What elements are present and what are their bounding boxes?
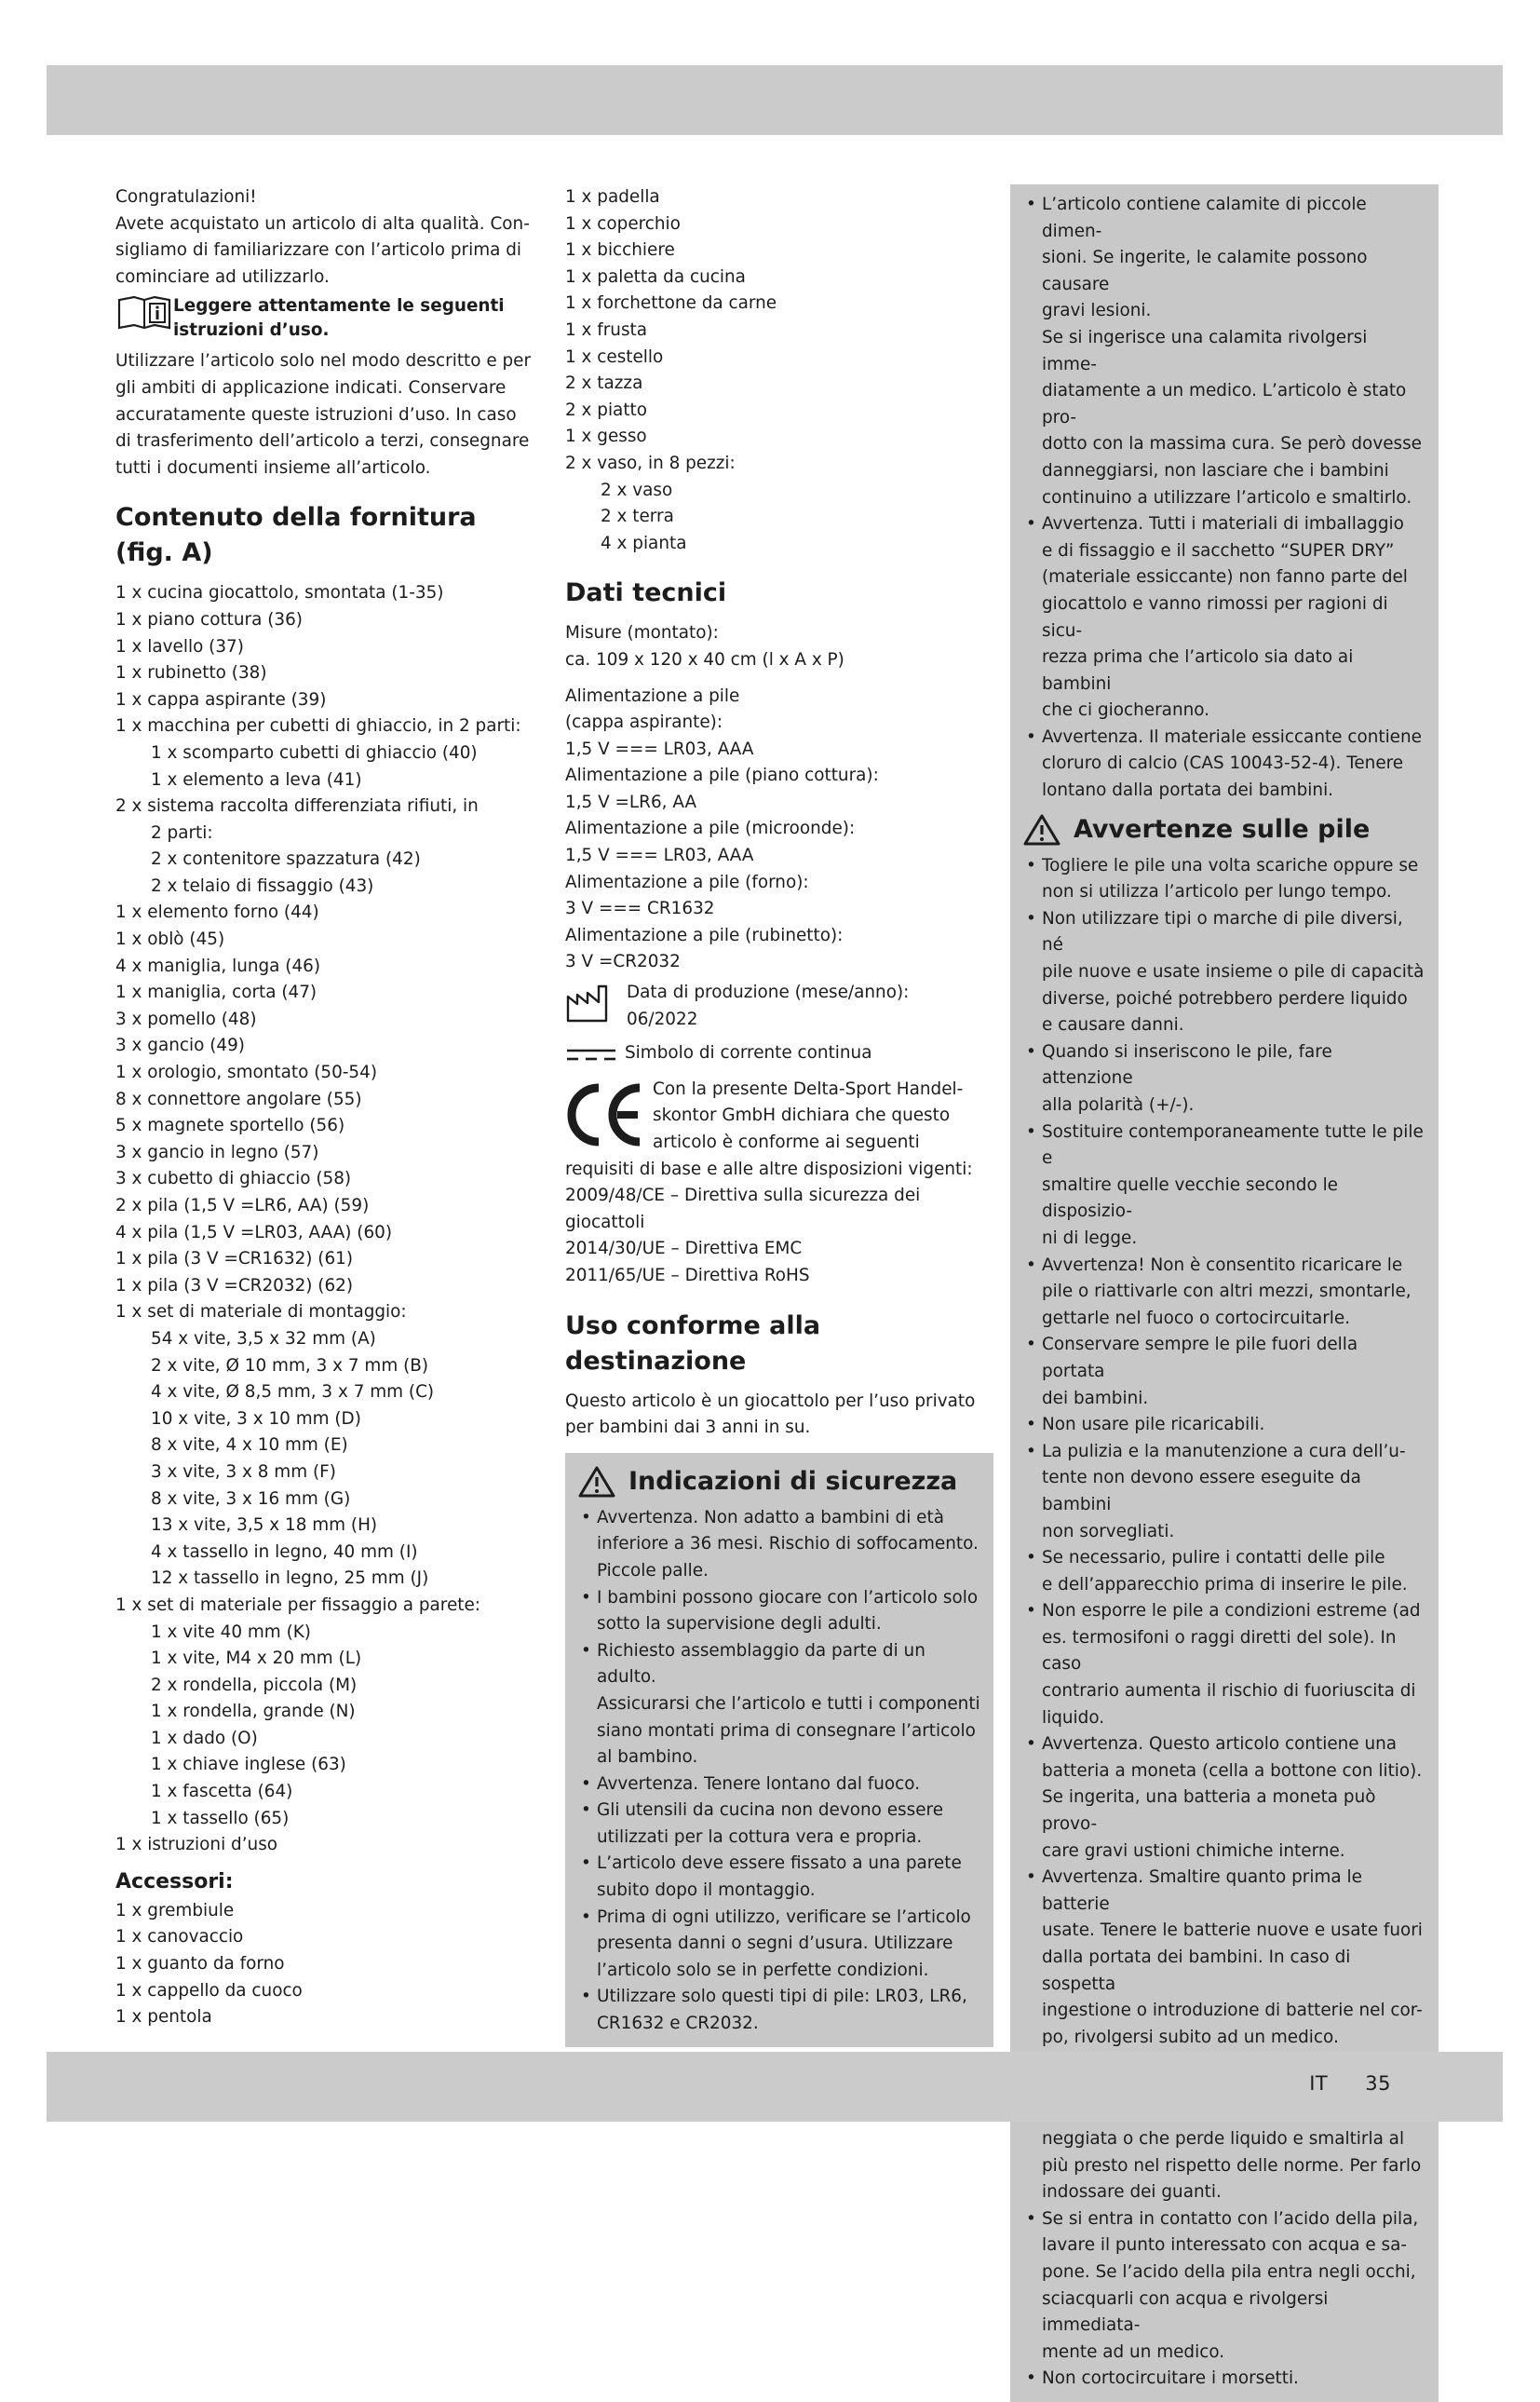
bullet-line: • Sostituire contemporaneamente tutte le pile e (1042, 1121, 1424, 1169)
list-item: 1 x oblò (45) (115, 930, 225, 950)
bullet-line: contrario aumenta il rischio di fuoriuscita di (1042, 1681, 1416, 1702)
bullet-line: • Se necessario, pulire i contatti delle pile (1042, 1548, 1385, 1568)
bullet-line: pone. Se l’acido della pila entra negli occhi, (1042, 2261, 1416, 2282)
footer-page: 35 (1365, 2072, 1391, 2095)
contents-heading (115, 500, 534, 571)
bullet-line: • Gli utensili da cucina non devono essere (597, 1800, 944, 1821)
footer-band (47, 2052, 1503, 2122)
instructions-note (115, 294, 534, 343)
text-line: 3 V =CR2032 (565, 952, 681, 972)
list-item: 1 x rondella, grande (N) (151, 1702, 356, 1722)
list-item: 1 x guanto da forno (115, 1954, 285, 1975)
list-item: 1 x elemento a leva (41) (151, 769, 362, 790)
instructions-note-text (173, 294, 505, 343)
list-item: 2 x terra (601, 507, 674, 527)
list-item: 1 x cucina giocattolo, smontata (1-35) (115, 583, 444, 604)
bullet-item (1023, 1545, 1425, 1598)
bullet-line: CR1632 e CR2032. (597, 2014, 759, 2034)
bullet-line: ingestione o introduzione di batterie nel cor- (1042, 2001, 1423, 2021)
bullet-line: • Quando si inseriscono le pile, fare attenzione (1042, 1041, 1332, 1089)
dc-symbol-text: Simbolo di corrente continua (625, 1043, 872, 1064)
list-item: 1 x pentola (115, 2007, 212, 2028)
bullet-line: lontano dalla portata dei bambini. (1042, 780, 1334, 801)
list-item: 4 x pila (1,5 V =LR03, AAA) (60) (115, 1222, 393, 1242)
bullet-line: • neggiata o che perde liquido e smaltirla al (1042, 2128, 1405, 2149)
battery-supply-list (565, 684, 993, 977)
bullet-line: che ci giocheranno. (1042, 700, 1210, 721)
text-line: 3 V === CR1632 (565, 899, 715, 919)
list-item: 2 x pila (1,5 V =LR6, AA) (59) (115, 1196, 370, 1215)
bullet-item (1023, 511, 1425, 725)
text-line: requisiti di base e alle altre disposizioni vigenti: (565, 1159, 973, 1179)
bullet-line: gravi lesioni. (1042, 301, 1152, 321)
list-item: 3 x gancio in legno (57) (115, 1142, 319, 1162)
text-line: ca. 109 x 120 x 40 cm (l x A x P) (565, 649, 844, 670)
bullet-item (578, 1585, 980, 1638)
ce-mark-icon (565, 1080, 645, 1149)
bullet-line: smaltire quelle vecchie secondo le disposizio- (1042, 1174, 1338, 1222)
text-line: Avete acquistato un articolo di alta qualità. Con- (115, 213, 530, 234)
heading-line: destinazione (565, 1346, 747, 1376)
bullet-line: alla polarità (+/-). (1042, 1095, 1195, 1115)
bullet-item (578, 1505, 980, 1585)
production-date (565, 980, 993, 1033)
ce-declaration-text (653, 1077, 963, 1157)
bullet-line: • Avvertenza. Non adatto a bambini di età (597, 1507, 944, 1527)
list-item: 4 x vite, Ø 8,5 mm, 3 x 7 mm (C) (151, 1382, 435, 1403)
bullet-line: ni di legge. (1042, 1228, 1138, 1248)
bullet-line: po, rivolgersi subito ad un medico. (1042, 2027, 1339, 2047)
safety-list-continued (1023, 192, 1425, 805)
text-line: istruzioni d’uso. (173, 320, 330, 341)
list-item: 1 x chiave inglese (63) (151, 1755, 346, 1775)
list-item: 1 x vite, M4 x 20 mm (L) (151, 1649, 362, 1669)
bullet-line: lavare il punto interessato con acqua e sa- (1042, 2235, 1408, 2256)
bullet-line: Assicurarsi che l’articolo e tutti i componenti (597, 1693, 980, 1714)
list-item: 13 x vite, 3,5 x 18 mm (H) (151, 1515, 378, 1536)
text-line: per bambini dai 3 anni in su. (565, 1418, 811, 1438)
bullet-line: siano montati prima di consegnare l’articolo (597, 1720, 976, 1741)
battery-warnings-list (1023, 853, 1425, 2052)
bullet-line: (materiale essiccante) non fanno parte del (1042, 567, 1408, 588)
list-item: 1 x set di materiale di montaggio: (115, 1302, 407, 1323)
list-item: 1 x cappa aspirante (39) (115, 689, 327, 710)
bullet-line: giocattolo e vanno rimossi per ragioni di sicu- (1042, 593, 1388, 641)
text-line: tutti i documenti insieme all’articolo. (115, 457, 431, 478)
list-item: 1 x tassello (65) (151, 1808, 290, 1828)
bullet-line: • L’articolo deve essere fissato a una parete (597, 1853, 962, 1874)
bullet-item (1023, 1598, 1425, 1731)
bullet-item (1023, 1731, 1425, 1865)
list-item: 1 x orologio, smontato (50-54) (115, 1063, 378, 1083)
bullet-line: • Utilizzare solo questi tipi di pile: LR03, LR6, (597, 1987, 967, 2007)
text-line: 2014/30/UE – Direttiva EMC (565, 1239, 803, 1259)
bullet-line: tente non devono essere eseguite da bambini (1042, 1468, 1361, 1514)
danger-list (1023, 2099, 1425, 2393)
list-item: 4 x tassello in legno, 40 mm (I) (151, 1541, 418, 1562)
bullet-line: presenta danni o segni d’usura. Utilizzare (597, 1934, 953, 1954)
text-line: 1,5 V === LR03, AAA (565, 846, 754, 866)
bullet-line: • Conservare sempre le pile fuori della portata (1042, 1335, 1358, 1381)
factory-icon (565, 984, 614, 1023)
bullet-line: • Avvertenza. Il materiale essiccante contiene (1042, 726, 1422, 747)
text-line: articolo è conforme ai seguenti (653, 1133, 920, 1152)
bullet-item (1023, 1120, 1425, 1253)
bullet-item (1023, 725, 1425, 805)
bullet-line: • Non utilizzare tipi o marche di pile diversi, né (1042, 908, 1403, 956)
bullet-line: dalla portata dei bambini. In caso di sospetta (1042, 1947, 1351, 1994)
bullet-line: subito dopo il montaggio. (597, 1880, 816, 1901)
text-line: Congratulazioni! (115, 187, 257, 207)
list-item: 1 x cappello da cuoco (115, 1980, 303, 2001)
heading-line: Contenuto della fornitura (115, 503, 477, 533)
footer-language: IT (1309, 2072, 1329, 2095)
bullet-line: rezza prima che l’articolo sia dato ai bambini (1042, 647, 1354, 694)
bullet-line: inferiore a 36 mesi. Rischio di soffocamento. (597, 1534, 979, 1554)
bullet-item (1023, 1865, 1425, 2051)
text-line: Data di produzione (mese/anno): (627, 983, 910, 1003)
list-item: 3 x pomello (48) (115, 1009, 257, 1029)
text-line: 1,5 V === LR03, AAA (565, 739, 754, 759)
text-line: 2009/48/CE – Direttiva sulla sicurezza dei (565, 1186, 921, 1206)
accessories-list (115, 1898, 534, 2031)
list-item: 1 x rubinetto (38) (115, 663, 267, 684)
text-line: accuratamente queste istruzioni d’uso. In caso (115, 404, 517, 425)
list-item: 1 x coperchio (565, 213, 681, 234)
list-item: 2 x telaio di fissaggio (43) (151, 875, 374, 896)
list-item: 1 x gesso (565, 427, 647, 447)
bullet-line: • Non cortocircuitare i morsetti. (1042, 2368, 1299, 2389)
bullet-line: • Avvertenza. Smaltire quanto prima le batterie (1042, 1867, 1362, 1914)
list-item: 5 x magnete sportello (56) (115, 1116, 345, 1136)
bullet-item (578, 1984, 980, 2037)
bullet-line: pile o riattivarle con altri mezzi, smontarle, (1042, 1282, 1412, 1302)
list-item: 2 parti: (151, 822, 213, 843)
bullet-item (578, 1905, 980, 1985)
bullet-line: • Avvertenza! Non è consentito ricaricare le (1042, 1255, 1403, 1275)
bullet-line: non sorvegliati. (1042, 1521, 1175, 1541)
safety-heading: Indicazioni di sicurezza (628, 1466, 958, 1496)
list-item: 1 x vite 40 mm (K) (151, 1622, 311, 1642)
bullet-line: • I bambini possono giocare con l’articolo solo (597, 1587, 979, 1608)
accessories-heading: Accessori: (115, 1869, 234, 1893)
text-line: gli ambiti di applicazione indicati. Conservare (115, 377, 507, 398)
bullet-line: Piccole palle. (597, 1560, 709, 1581)
accessories-list-continued (565, 184, 993, 557)
text-line: 06/2022 (627, 1009, 698, 1029)
text-line: 2011/65/UE – Direttiva RoHS (565, 1265, 810, 1285)
dc-symbol-row (565, 1040, 993, 1067)
text-line: Alimentazione a pile (piano cottura): (565, 766, 879, 786)
list-item: 1 x set di materiale per fissaggio a parete: (115, 1595, 480, 1615)
bullet-item (1023, 2366, 1425, 2393)
list-item: 2 x vite, Ø 10 mm, 3 x 7 mm (B) (151, 1355, 429, 1376)
bullet-line: diatamente a un medico. L’articolo è stato pro- (1042, 381, 1407, 427)
battery-heading-row (1023, 812, 1425, 848)
list-item: 1 x bicchiere (565, 240, 675, 261)
text-line: skontor GmbH dichiara che questo (653, 1106, 951, 1126)
list-item: 3 x gancio (49) (115, 1036, 245, 1056)
list-item: 1 x scomparto cubetti di ghiaccio (40) (151, 742, 478, 763)
list-item: 2 x rondella, piccola (M) (151, 1675, 358, 1695)
heading-line: Uso conforme alla (565, 1310, 821, 1340)
text-line: Questo articolo è un giocattolo per l’uso privato (565, 1391, 976, 1411)
text-line: Utilizzare l’articolo solo nel modo descritto e per (115, 351, 532, 372)
bullet-line: mente ad un medico. (1042, 2341, 1225, 2362)
list-item: 1 x elemento forno (44) (115, 902, 319, 923)
ce-directives (565, 1157, 993, 1290)
intro-text (115, 184, 534, 291)
tech-heading: Dati tecnici (565, 578, 727, 608)
bullet-line: dotto con la massima cura. Se però dovesse (1042, 434, 1422, 455)
list-item: 8 x vite, 4 x 10 mm (E) (151, 1435, 348, 1456)
bullet-line: gettarle nel fuoco o cortocircuitarle. (1042, 1308, 1351, 1328)
bullet-item (578, 1771, 980, 1798)
list-item: 1 x forchettone da carne (565, 293, 777, 314)
list-item: 2 x contenitore spazzatura (42) (151, 849, 421, 870)
bullet-line: al bambino. (597, 1747, 698, 1768)
heading-line: (fig. A) (115, 538, 213, 568)
battery-heading: Avvertenze sulle pile (1074, 814, 1371, 844)
bullet-item (578, 1798, 980, 1851)
list-item: 1 x macchina per cubetti di ghiaccio, in 2 parti: (115, 716, 521, 737)
bullet-line: care gravi ustioni chimiche interne. (1042, 1840, 1345, 1861)
list-item: 10 x vite, 3 x 10 mm (D) (151, 1408, 361, 1429)
list-item: 1 x grembiule (115, 1900, 235, 1920)
bullet-line: • Se si entra in contatto con l’acido della pila, (1042, 2208, 1419, 2229)
bullet-item (578, 1638, 980, 1771)
bullet-line: utilizzati per la cottura vera e propria. (597, 1826, 923, 1847)
bullet-line: • Prima di ogni utilizzo, verificare se l’articolo (597, 1907, 971, 1927)
bullet-line: e dell’apparecchio prima di inserire le pile. (1042, 1574, 1408, 1595)
bullet-item (1023, 1412, 1425, 1439)
bullet-line: e di fissaggio e il sacchetto “SUPER DRY” (1042, 540, 1395, 561)
bullet-line: sciacquarli con acqua e rivolgersi immediata- (1042, 2288, 1329, 2336)
intended-use-heading (565, 1309, 993, 1379)
bullet-line: • La pulizia e la manutenzione a cura dell’u- (1042, 1441, 1406, 1461)
list-item: 1 x cestello (565, 346, 664, 367)
list-item: 1 x pila (3 V =CR1632) (61) (115, 1249, 354, 1269)
text-line: Alimentazione a pile (565, 685, 740, 706)
bullet-line: indossare dei guanti. (1042, 2182, 1222, 2203)
bullet-line: non si utilizza l’articolo per lungo tempo. (1042, 882, 1392, 902)
direct-current-icon (565, 1045, 617, 1064)
list-item: 4 x maniglia, lunga (46) (115, 956, 321, 976)
list-item: 1 x paletta da cucina (565, 266, 746, 287)
bullet-line: • Richiesto assemblaggio da parte di un adulto. (597, 1640, 925, 1688)
bullet-line: cloruro di calcio (CAS 10043-52-4). Tenere (1042, 753, 1404, 774)
text-line: 1,5 V =LR6, AA (565, 792, 697, 812)
text-line: cominciare ad utilizzarlo. (115, 266, 330, 287)
list-item: 1 x istruzioni d’uso (115, 1835, 278, 1855)
bullet-line: più presto nel rispetto delle norme. Per farlo (1042, 2155, 1422, 2176)
bullet-item (1023, 1332, 1425, 1412)
list-item: 54 x vite, 3,5 x 32 mm (A) (151, 1328, 376, 1349)
list-item: 1 x piano cottura (36) (115, 609, 303, 630)
list-item: 8 x connettore angolare (55) (115, 1089, 362, 1109)
bullet-line: sioni. Se ingerite, le calamite possono causare (1042, 248, 1368, 294)
warning-triangle-icon (578, 1465, 615, 1499)
intended-use-text (565, 1389, 993, 1442)
list-item: 1 x dado (O) (151, 1728, 258, 1748)
warning-triangle-icon (1023, 813, 1060, 847)
safety-heading-row (578, 1464, 980, 1500)
text-line: giocattoli (565, 1212, 645, 1232)
bullet-line: liquido. (1042, 1707, 1105, 1728)
list-item: 2 x piatto (565, 400, 648, 420)
bullet-item (1023, 853, 1425, 906)
bullet-line: Se ingerita, una batteria a moneta può provo- (1042, 1787, 1376, 1835)
safety-list (578, 1505, 980, 2038)
list-item: 2 x vaso (601, 480, 673, 500)
bullet-line: Se si ingerisce una calamita rivolgersi imme- (1042, 327, 1368, 374)
bullet-line: dei bambini. (1042, 1388, 1149, 1408)
list-item: 3 x cubetto di ghiaccio (58) (115, 1169, 352, 1189)
list-item: 12 x tassello in legno, 25 mm (J) (151, 1568, 429, 1589)
list-item: 1 x pila (3 V =CR2032) (62) (115, 1275, 354, 1296)
text-line: Alimentazione a pile (microonde): (565, 819, 856, 839)
page-number (1309, 2072, 1391, 2095)
text-line: Alimentazione a pile (forno): (565, 872, 809, 892)
bullet-line: • L’articolo contiene calamite di piccole dimen- (1042, 195, 1367, 241)
list-item: 1 x maniglia, corta (47) (115, 983, 317, 1003)
list-item: 1 x frusta (565, 319, 648, 340)
bullet-item (1023, 1039, 1425, 1120)
list-item: 2 x tazza (565, 373, 643, 394)
bullet-item (578, 1851, 980, 1904)
bullet-item (1023, 1439, 1425, 1545)
bullet-line: batteria a moneta (cella a bottone con litio). (1042, 1760, 1423, 1781)
text-line: Con la presente Delta-Sport Handel- (653, 1079, 964, 1099)
list-item: 4 x pianta (601, 533, 687, 553)
bullet-line: • Avvertenza. Questo articolo contiene una (1042, 1734, 1398, 1755)
header-band (47, 65, 1503, 135)
bullet-line: • Togliere le pile una volta scariche oppure se (1042, 855, 1419, 875)
bullet-line: pile nuove e usate insieme o pile di capacità (1042, 962, 1425, 983)
bullet-line: • Avvertenza. Tutti i materiali di imballaggio (1042, 514, 1404, 535)
production-date-text (627, 980, 909, 1033)
list-item: 1 x padella (565, 187, 660, 207)
usage-text (115, 348, 534, 482)
ce-declaration (565, 1077, 993, 1157)
column-middle (565, 184, 993, 2047)
bullet-line: e causare danni. (1042, 1015, 1184, 1036)
bullet-line: usate. Tenere le batterie nuove e usate fuori (1042, 1920, 1423, 1941)
text-line: Misure (montato): (565, 623, 719, 644)
list-item: 2 x sistema raccolta differenziata rifiuti, in (115, 796, 479, 817)
bullet-item (1023, 1253, 1425, 1333)
list-item: 1 x lavello (37) (115, 636, 244, 657)
text-line: (cappa aspirante): (565, 712, 723, 733)
list-item: 3 x vite, 3 x 8 mm (F) (151, 1461, 336, 1482)
list-item: 2 x vaso, in 8 pezzi: (565, 453, 736, 473)
list-item: 1 x canovaccio (115, 1927, 244, 1947)
list-item: 8 x vite, 3 x 16 mm (G) (151, 1488, 351, 1509)
bullet-line: continuino a utilizzare l’articolo e smaltirlo. (1042, 487, 1412, 508)
text-line: sigliamo di familiarizzare con l’articolo prima di (115, 240, 522, 261)
tech-data (565, 620, 993, 673)
bullet-item (1023, 192, 1425, 511)
text-line: di trasferimento dell’articolo a terzi, consegnare (115, 431, 530, 452)
book-info-icon (115, 294, 173, 332)
bullet-line: diverse, poiché potrebbero perdere liquido (1042, 988, 1408, 1009)
safety-box (565, 1453, 993, 2047)
bullet-item (1023, 2206, 1425, 2367)
text-line: Leggere attentamente le seguenti (173, 296, 505, 317)
bullet-line: • Non usare pile ricaricabili. (1042, 1415, 1265, 1435)
bullet-line: es. termosifoni o raggi diretti del sole). In caso (1042, 1627, 1397, 1675)
bullet-line: • Non esporre le pile a condizioni estreme (ad (1042, 1601, 1421, 1622)
text-line: Alimentazione a pile (rubinetto): (565, 925, 844, 945)
bullet-line: l’articolo solo se in perfette condizioni. (597, 1960, 929, 1980)
list-item: 1 x fascetta (64) (151, 1782, 293, 1802)
bullet-item (1023, 906, 1425, 1039)
bullet-line: danneggiarsi, non lasciare che i bambini (1042, 460, 1389, 481)
bullet-line: sotto la supervisione degli adulti. (597, 1614, 882, 1635)
column-left (115, 184, 534, 2031)
bullet-line: • Avvertenza. Tenere lontano dal fuoco. (597, 1773, 921, 1794)
contents-list (115, 580, 534, 1859)
